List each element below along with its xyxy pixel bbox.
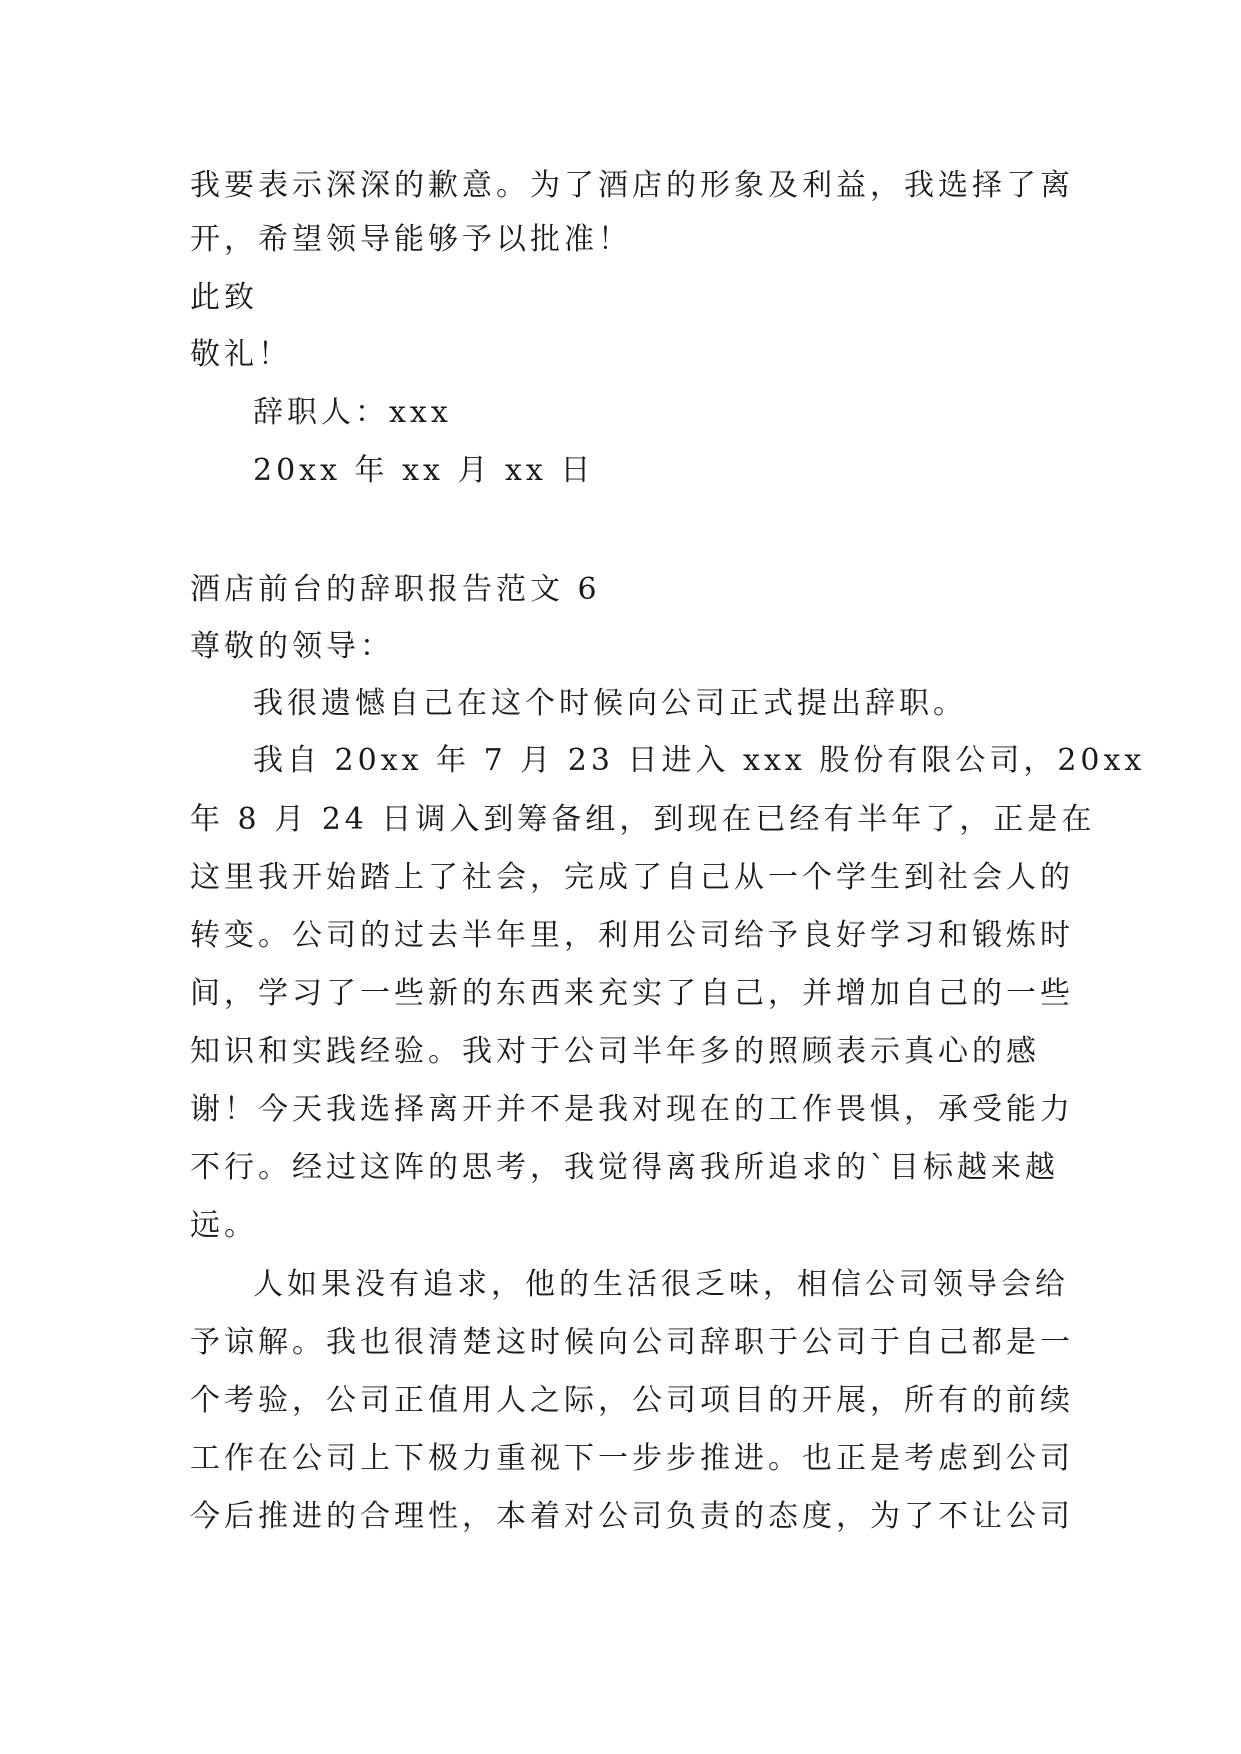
text-line: 远。 (190, 1208, 258, 1243)
signature-name: 辞职人：xxx (253, 395, 452, 430)
text-line: 年 8 月 24 日调入到筹备组，到现在已经有半年了，正是在 (190, 802, 1096, 837)
signature-date: 20xx 年 xx 月 xx 日 (253, 453, 595, 488)
text-line: 我很遗憾自己在这个时候向公司正式提出辞职。 (253, 686, 967, 721)
text-line: 我自 20xx 年 7 月 23 日进入 xxx 股份有限公司，20xx (253, 743, 1146, 778)
text-line: 知识和实践经验。我对于公司半年多的照顾表示真心的感 (190, 1034, 1040, 1069)
text-line: 谢！今天我选择离开并不是我对现在的工作畏惧，承受能力 (190, 1092, 1074, 1127)
text-line: 转变。公司的过去半年里，利用公司给予良好学习和锻炼时 (190, 918, 1074, 953)
text-line: 今后推进的合理性，本着对公司负责的态度，为了不让公司 (190, 1499, 1074, 1534)
closing-salutation: 此致 (190, 280, 258, 315)
text-line: 工作在公司上下极力重视下一步步推进。也正是考虑到公司 (190, 1441, 1074, 1476)
text-line: 间，学习了一些新的东西来充实了自己，并增加自己的一些 (190, 976, 1074, 1011)
section-title: 酒店前台的辞职报告范文 6 (190, 572, 601, 607)
text-line: 开，希望领导能够予以批准！ (190, 222, 632, 257)
text-line: 不行。经过这阵的思考，我觉得离我所追求的`目标越来越 (190, 1150, 1059, 1185)
greeting: 尊敬的领导： (190, 629, 394, 664)
text-line: 个考验，公司正值用人之际，公司项目的开展，所有的前续 (190, 1383, 1074, 1418)
text-line: 这里我开始踏上了社会，完成了自己从一个学生到社会人的 (190, 860, 1074, 895)
closing-regards: 敬礼！ (190, 337, 292, 372)
text-line: 予谅解。我也很清楚这时候向公司辞职于公司于自己都是一 (190, 1325, 1074, 1360)
text-line: 我要表示深深的歉意。为了酒店的形象及利益，我选择了离 (190, 168, 1074, 203)
text-line: 人如果没有追求，他的生活很乏味，相信公司领导会给 (253, 1267, 1069, 1302)
